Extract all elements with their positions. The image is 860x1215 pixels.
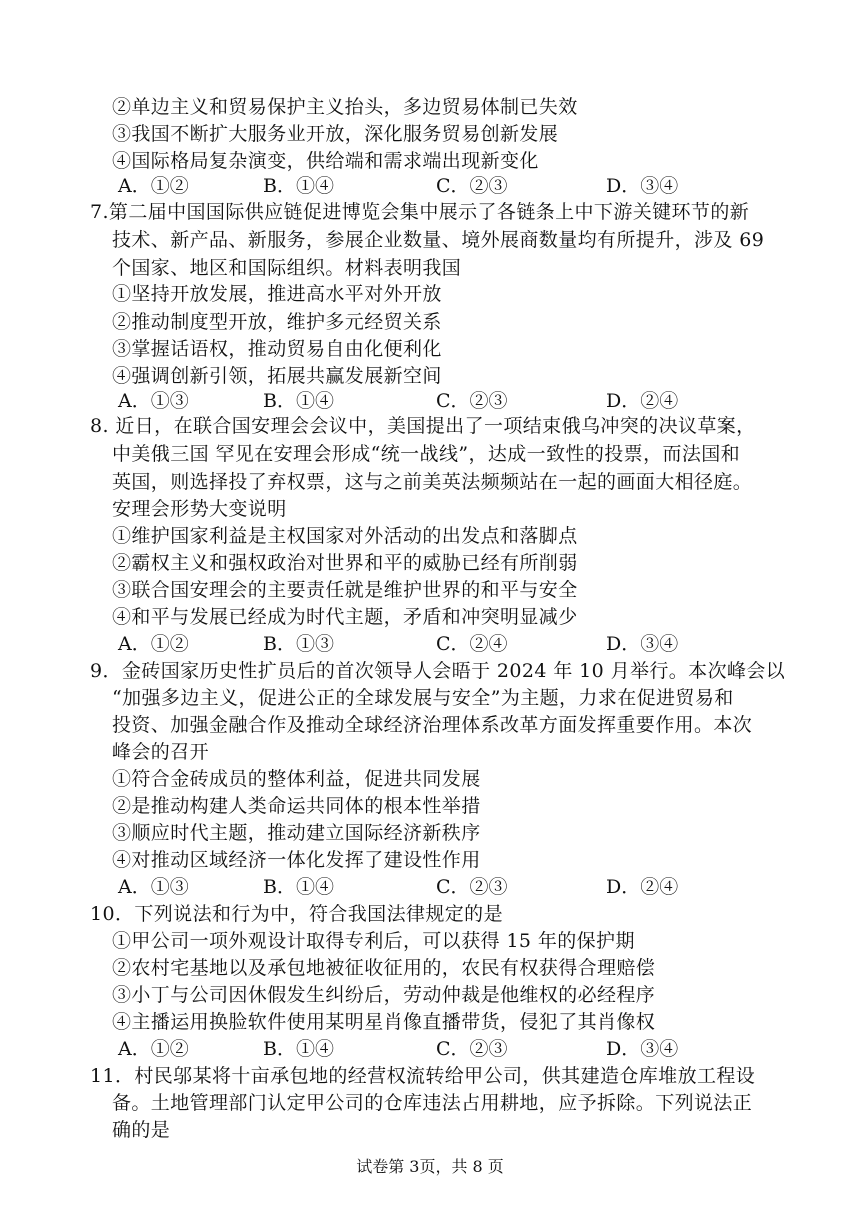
q10-option-3: ③小丁与公司因休假发生纠纷后，劳动仲裁是他维权的必经程序 (112, 984, 656, 1006)
q8-stem-line-2: 中美俄三国 罕见在安理会形成“统一战线”，达成一致性的投票，而法国和 (112, 443, 741, 465)
q9-option-2: ②是推动构建人类命运共同体的根本性举措 (112, 795, 481, 817)
q7-option-1: ①坚持开放发展，推进高水平对外开放 (112, 283, 442, 305)
q7-stem-line-3: 个国家、地区和国际组织。材料表明我国 (112, 257, 462, 279)
q9-choice-a: A．①③ (118, 876, 189, 898)
q8-choice-b: B．①③ (263, 633, 334, 655)
q10-choices (118, 1037, 738, 1061)
q6-choice-a: A．①② (118, 175, 189, 197)
q9-option-3: ③顺应时代主题，推动建立国际经济新秩序 (112, 822, 481, 844)
q6-option-2: ②单边主义和贸易保护主义抬头，多边贸易体制已失效 (112, 96, 578, 118)
q7-choice-a: A．①③ (118, 390, 189, 412)
q8-choice-d: D．③④ (606, 633, 679, 655)
q9-option-1: ①符合金砖成员的整体利益，促进共同发展 (112, 768, 481, 790)
q8-option-2: ②霸权主义和强权政治对世界和平的威胁已经有所削弱 (112, 552, 578, 574)
q6-choices (118, 174, 738, 198)
q9-stem-line-4: 峰会的召开 (112, 741, 210, 763)
page-footer: 试卷第 3页，共 8 页 (356, 1157, 504, 1176)
q8-choices (118, 632, 738, 656)
q9-choice-c: C．②③ (436, 876, 508, 898)
q8-option-3: ③联合国安理会的主要责任就是维护世界的和平与安全 (112, 579, 578, 601)
q7-choices (118, 389, 738, 413)
q10-choice-d: D．③④ (606, 1038, 679, 1060)
q7-option-3: ③掌握话语权，推动贸易自由化便利化 (112, 338, 442, 360)
q8-option-1: ①维护国家利益是主权国家对外活动的出发点和落脚点 (112, 525, 578, 547)
q6-choice-b: B．①④ (263, 175, 334, 197)
q8-option-4: ④和平与发展已经成为时代主题，矛盾和冲突明显减少 (112, 606, 578, 628)
q11-stem-line-1: 11．村民邬某将十亩承包地的经营权流转给甲公司，供其建造仓库堆放工程设 (90, 1065, 756, 1087)
q7-choice-c: C．②③ (436, 390, 508, 412)
q10-choice-c: C．②③ (436, 1038, 508, 1060)
q6-choice-c: C．②③ (436, 175, 508, 197)
q11-stem-line-3: 确的是 (112, 1119, 171, 1141)
q9-stem-line-3: 投资、加强金融合作及推动全球经济治理体系改革方面发挥重要作用。本次 (112, 714, 753, 736)
q11-stem-line-2: 备。土地管理部门认定甲公司的仓库违法占用耕地，应予拆除。下列说法正 (112, 1092, 753, 1114)
q9-choice-d: D．②④ (606, 876, 679, 898)
q8-choice-a: A．①② (118, 633, 189, 655)
q8-choice-c: C．②④ (436, 633, 508, 655)
q10-choice-b: B．①④ (263, 1038, 334, 1060)
q7-stem-line-2: 技术、新产品、新服务，参展企业数量、境外展商数量均有所提升，涉及 69 (112, 229, 765, 251)
q10-choice-a: A．①② (118, 1038, 189, 1060)
q10-stem: 10．下列说法和行为中，符合我国法律规定的是 (90, 903, 503, 925)
q7-stem-line-1: 7.第二届中国国际供应链促进博览会集中展示了各链条上中下游关键环节的新 (90, 201, 750, 223)
q8-stem-line-3: 英国，则选择投了弃权票，这与之前美英法频频站在一起的画面大相径庭。 (112, 471, 753, 493)
q8-stem-line-1: 8. 近日，在联合国安理会会议中，美国提出了一项结束俄乌冲突的决议草案， (90, 415, 756, 437)
q6-option-4: ④国际格局复杂演变，供给端和需求端出现新变化 (112, 150, 539, 172)
q7-option-2: ②推动制度型开放，维护多元经贸关系 (112, 311, 442, 333)
q9-stem-line-1: 9．金砖国家历史性扩员后的首次领导人会晤于 2024 年 10 月举行。本次峰会以 (90, 660, 786, 682)
q10-option-2: ②农村宅基地以及承包地被征收征用的，农民有权获得合理赔偿 (112, 957, 656, 979)
q7-option-4: ④强调创新引领，拓展共赢发展新空间 (112, 365, 442, 387)
q7-choice-d: D．②④ (606, 390, 679, 412)
q6-choice-d: D．③④ (606, 175, 679, 197)
q10-option-1: ①甲公司一项外观设计取得专利后，可以获得 15 年的保护期 (112, 930, 635, 952)
q6-option-3: ③我国不断扩大服务业开放，深化服务贸易创新发展 (112, 123, 559, 145)
q10-option-4: ④主播运用换脸软件使用某明星肖像直播带货，侵犯了其肖像权 (112, 1011, 656, 1033)
q7-choice-b: B．①④ (263, 390, 334, 412)
q9-choices (118, 875, 738, 899)
q9-choice-b: B．①④ (263, 876, 334, 898)
q9-stem-line-2: “加强多边主义，促进公正的全球发展与安全”为主题，力求在促进贸易和 (112, 687, 734, 709)
q8-stem-line-4: 安理会形势大变说明 (112, 498, 287, 520)
q9-option-4: ④对推动区域经济一体化发挥了建设性作用 (112, 849, 481, 871)
